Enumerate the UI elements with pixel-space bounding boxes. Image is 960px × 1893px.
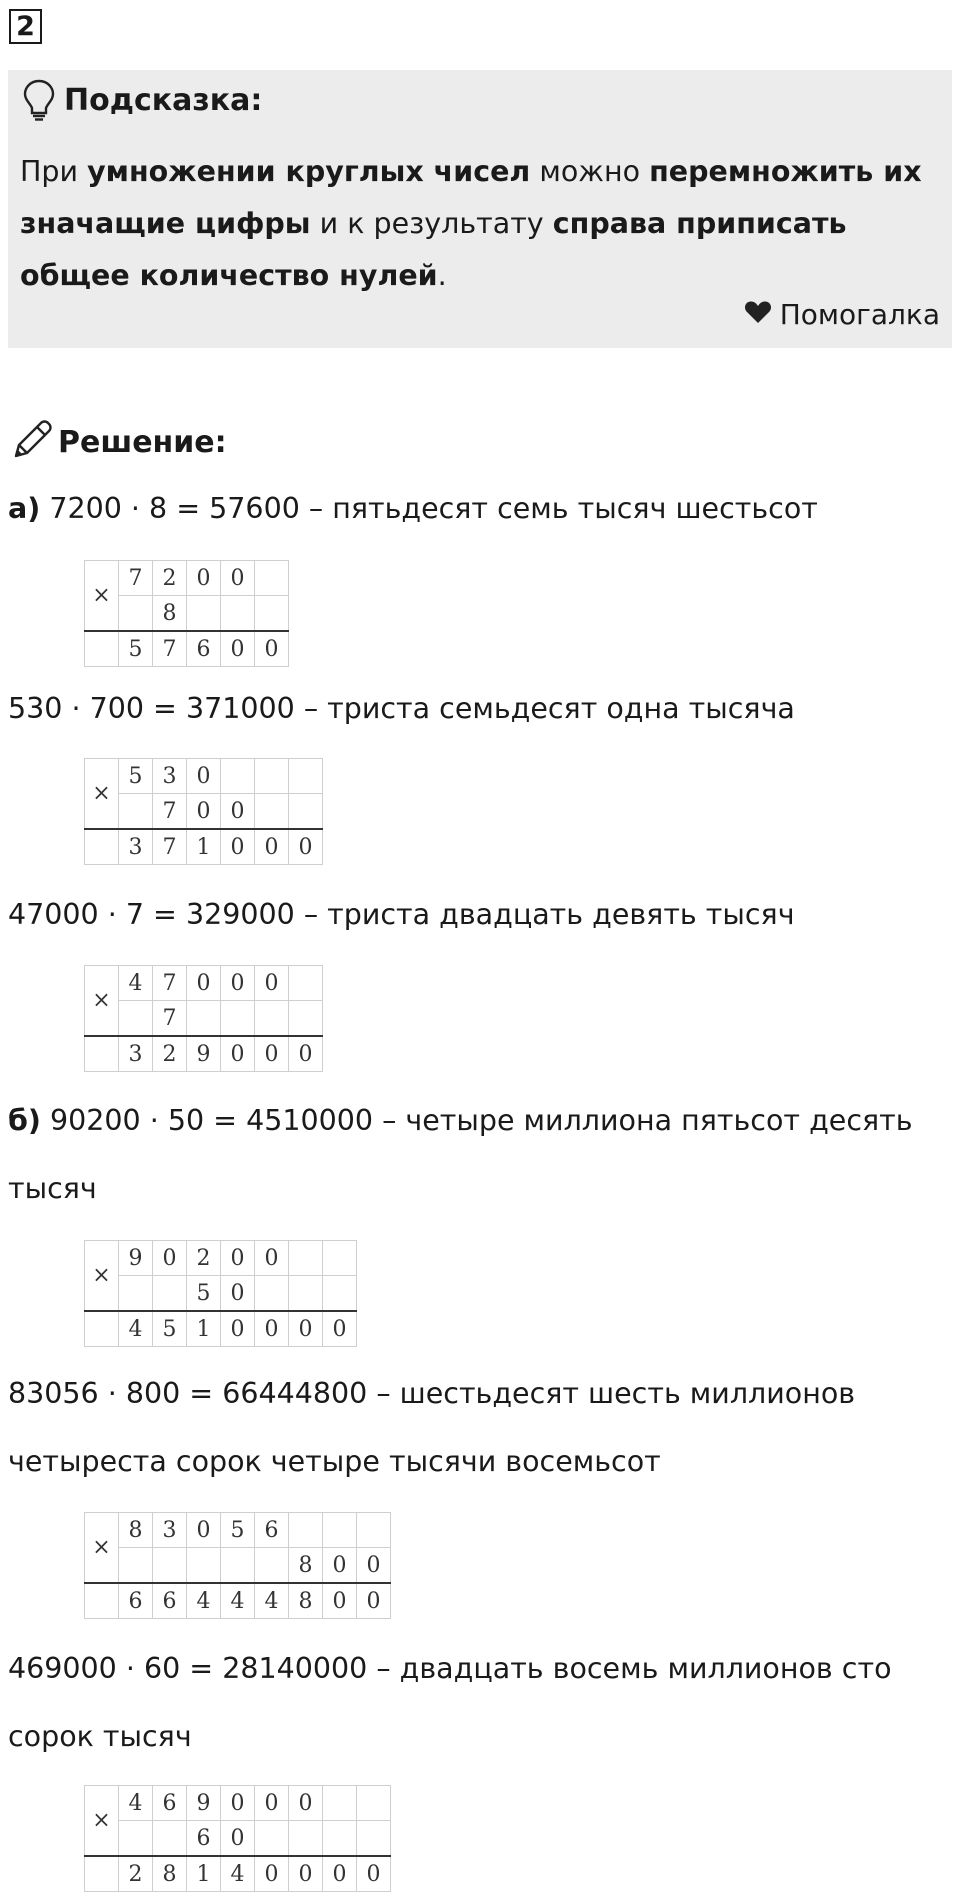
hint-text xyxy=(20,146,940,302)
digit-cell: 0 xyxy=(187,561,221,596)
digit-cell xyxy=(289,966,323,1001)
digit-cell: 7 xyxy=(153,1001,187,1037)
digit-cell: 0 xyxy=(221,561,255,596)
digit-cell xyxy=(153,1821,187,1857)
brand-name: Помогалка xyxy=(779,298,940,331)
digit-cell: 7 xyxy=(153,631,187,667)
digit-cell: 5 xyxy=(119,759,153,794)
digit-cell xyxy=(221,1548,255,1584)
digit-cell: 0 xyxy=(357,1856,391,1892)
digit-cell: 0 xyxy=(255,1786,289,1821)
digit-cell: 0 xyxy=(289,1786,323,1821)
digit-cell: 0 xyxy=(255,1311,289,1347)
multiplication-table xyxy=(84,758,323,865)
digit-cell xyxy=(255,1276,289,1312)
digit-cell xyxy=(255,794,289,830)
solution-line xyxy=(8,1652,892,1686)
digit-cell xyxy=(289,1513,323,1548)
digit-cell: 4 xyxy=(221,1856,255,1892)
digit-cell: 0 xyxy=(255,829,289,865)
digit-cell: 0 xyxy=(187,794,221,830)
digit-cell: 9 xyxy=(187,1786,221,1821)
digit-cell: 6 xyxy=(255,1513,289,1548)
digit-cell: 1 xyxy=(187,829,221,865)
digit-cell xyxy=(323,1513,357,1548)
equation-text: четыреста сорок четыре тысячи восемьсот xyxy=(8,1445,661,1478)
digit-cell xyxy=(119,794,153,830)
multiply-sign: × xyxy=(85,759,119,830)
digit-cell: 0 xyxy=(357,1548,391,1584)
digit-cell: 0 xyxy=(221,1276,255,1312)
digit-cell xyxy=(221,759,255,794)
digit-cell xyxy=(289,794,323,830)
digit-cell xyxy=(357,1821,391,1857)
digit-cell xyxy=(289,1821,323,1857)
digit-cell: 0 xyxy=(323,1548,357,1584)
digit-cell: 7 xyxy=(153,794,187,830)
digit-cell xyxy=(323,1276,357,1312)
digit-cell: 4 xyxy=(119,966,153,1001)
solution-header xyxy=(10,420,227,464)
digit-cell xyxy=(323,1241,357,1276)
digit-cell: 0 xyxy=(323,1583,357,1619)
digit-cell: 4 xyxy=(221,1583,255,1619)
hint-box xyxy=(8,70,952,348)
empty-cell xyxy=(85,1583,119,1619)
equation-text: 47000 · 7 = 329000 – триста двадцать девять тысяч xyxy=(8,898,795,931)
solution-line xyxy=(8,1720,192,1754)
digit-cell xyxy=(289,1241,323,1276)
digit-cell: 6 xyxy=(187,631,221,667)
digit-cell xyxy=(119,1548,153,1584)
digit-cell: 6 xyxy=(153,1786,187,1821)
lightbulb-icon xyxy=(22,78,56,126)
solution-line xyxy=(8,1104,913,1138)
digit-cell: 0 xyxy=(255,1241,289,1276)
equation-text: 469000 · 60 = 28140000 – двадцать восемь миллионов сто xyxy=(8,1652,892,1685)
digit-cell: 3 xyxy=(119,829,153,865)
digit-cell xyxy=(289,759,323,794)
empty-cell xyxy=(85,631,119,667)
multiply-sign: × xyxy=(85,966,119,1037)
digit-cell: 7 xyxy=(153,829,187,865)
solution-line xyxy=(8,492,818,526)
digit-cell: 9 xyxy=(187,1036,221,1072)
digit-cell: 8 xyxy=(289,1583,323,1619)
equation-text: 83056 · 800 = 66444800 – шестьдесят шесть миллионов xyxy=(8,1377,856,1410)
digit-cell: 9 xyxy=(119,1241,153,1276)
pencil-icon xyxy=(10,418,54,466)
digit-cell: 0 xyxy=(221,1241,255,1276)
digit-cell xyxy=(255,596,289,632)
equation-text: 7200 · 8 = 57600 – пятьдесят семь тысяч шестьсот xyxy=(49,492,818,525)
digit-cell: 0 xyxy=(221,1036,255,1072)
digit-cell: 4 xyxy=(187,1583,221,1619)
digit-cell: 8 xyxy=(153,596,187,632)
hint-emphasis: умножении круглых чисел xyxy=(87,155,531,188)
digit-cell: 8 xyxy=(153,1856,187,1892)
digit-cell xyxy=(357,1786,391,1821)
equation-text: сорок тысяч xyxy=(8,1720,192,1753)
digit-cell: 8 xyxy=(289,1548,323,1584)
digit-cell: 0 xyxy=(289,1036,323,1072)
digit-cell: 2 xyxy=(187,1241,221,1276)
digit-cell xyxy=(289,1276,323,1312)
hint-run: и к результату xyxy=(310,207,553,240)
digit-cell: 7 xyxy=(119,561,153,596)
digit-cell: 0 xyxy=(221,829,255,865)
solution-line xyxy=(8,1377,855,1411)
digit-cell: 3 xyxy=(153,1513,187,1548)
empty-cell xyxy=(85,1036,119,1072)
digit-cell: 0 xyxy=(255,1036,289,1072)
multiply-sign: × xyxy=(85,1241,119,1312)
digit-cell: 0 xyxy=(187,1513,221,1548)
digit-cell xyxy=(255,561,289,596)
digit-cell: 6 xyxy=(119,1583,153,1619)
digit-cell: 0 xyxy=(255,631,289,667)
multiplication-table xyxy=(84,1785,391,1892)
hint-emphasis: справа приписать общее количество нулей xyxy=(20,207,847,292)
digit-cell: 0 xyxy=(357,1583,391,1619)
equation-text: тысяч xyxy=(8,1172,97,1205)
digit-cell xyxy=(255,1821,289,1857)
brand-signature xyxy=(744,298,940,332)
digit-cell: 1 xyxy=(187,1856,221,1892)
digit-cell: 0 xyxy=(221,631,255,667)
digit-cell: 0 xyxy=(255,966,289,1001)
solution-line xyxy=(8,898,795,932)
digit-cell: 0 xyxy=(289,1856,323,1892)
digit-cell: 5 xyxy=(221,1513,255,1548)
empty-cell xyxy=(85,1311,119,1347)
hint-run: . xyxy=(437,259,447,292)
digit-cell xyxy=(221,596,255,632)
digit-cell: 0 xyxy=(187,966,221,1001)
digit-cell xyxy=(119,1276,153,1312)
empty-cell xyxy=(85,1856,119,1892)
solution-title: Решение: xyxy=(58,424,227,460)
digit-cell xyxy=(119,1001,153,1037)
empty-cell xyxy=(85,829,119,865)
digit-cell xyxy=(255,1001,289,1037)
hint-title: Подсказка: xyxy=(64,83,263,118)
multiplication-table xyxy=(84,1240,357,1347)
digit-cell: 0 xyxy=(323,1311,357,1347)
digit-cell: 3 xyxy=(119,1036,153,1072)
digit-cell: 0 xyxy=(221,1786,255,1821)
digit-cell: 5 xyxy=(119,631,153,667)
hint-emphasis: перемножить их значащие цифры xyxy=(20,155,922,240)
digit-cell: 0 xyxy=(221,1821,255,1857)
equation-text: 530 · 700 = 371000 – триста семьдесят одна тысяча xyxy=(8,692,795,725)
digit-cell xyxy=(119,596,153,632)
digit-cell xyxy=(255,759,289,794)
digit-cell: 0 xyxy=(187,759,221,794)
digit-cell xyxy=(153,1548,187,1584)
digit-cell: 4 xyxy=(119,1786,153,1821)
task-number: 2 xyxy=(9,9,42,44)
equation-text: 90200 · 50 = 4510000 – четыре миллиона пятьсот десять xyxy=(50,1104,913,1137)
digit-cell: 5 xyxy=(153,1311,187,1347)
digit-cell xyxy=(323,1786,357,1821)
digit-cell xyxy=(119,1821,153,1857)
digit-cell: 0 xyxy=(221,794,255,830)
digit-cell xyxy=(153,1276,187,1312)
digit-cell: 4 xyxy=(255,1583,289,1619)
digit-cell: 0 xyxy=(323,1856,357,1892)
digit-cell: 6 xyxy=(187,1821,221,1857)
solution-line xyxy=(8,1172,97,1206)
solution-line xyxy=(8,692,795,726)
digit-cell xyxy=(255,1548,289,1584)
digit-cell xyxy=(323,1821,357,1857)
digit-cell xyxy=(187,1548,221,1584)
digit-cell: 2 xyxy=(153,1036,187,1072)
multiply-sign: × xyxy=(85,561,119,632)
digit-cell: 0 xyxy=(289,829,323,865)
digit-cell xyxy=(187,1001,221,1037)
multiply-sign: × xyxy=(85,1786,119,1857)
digit-cell xyxy=(289,1001,323,1037)
multiplication-table xyxy=(84,560,289,667)
hint-run: При xyxy=(20,155,88,188)
digit-cell: 2 xyxy=(153,561,187,596)
digit-cell: 2 xyxy=(119,1856,153,1892)
digit-cell: 0 xyxy=(255,1856,289,1892)
multiplication-table xyxy=(84,965,323,1072)
digit-cell: 0 xyxy=(221,966,255,1001)
item-prefix: б) xyxy=(8,1104,41,1137)
digit-cell: 0 xyxy=(153,1241,187,1276)
digit-cell: 6 xyxy=(153,1583,187,1619)
digit-cell: 8 xyxy=(119,1513,153,1548)
digit-cell: 0 xyxy=(221,1311,255,1347)
item-prefix: а) xyxy=(8,492,41,525)
digit-cell: 0 xyxy=(289,1311,323,1347)
digit-cell: 5 xyxy=(187,1276,221,1312)
digit-cell: 1 xyxy=(187,1311,221,1347)
heart-icon xyxy=(744,298,772,332)
multiplication-table xyxy=(84,1512,391,1619)
multiply-sign: × xyxy=(85,1513,119,1584)
digit-cell xyxy=(357,1513,391,1548)
solution-line xyxy=(8,1445,661,1479)
digit-cell: 7 xyxy=(153,966,187,1001)
digit-cell: 3 xyxy=(153,759,187,794)
digit-cell: 4 xyxy=(119,1311,153,1347)
hint-run: можно xyxy=(530,155,650,188)
digit-cell xyxy=(221,1001,255,1037)
digit-cell xyxy=(187,596,221,632)
